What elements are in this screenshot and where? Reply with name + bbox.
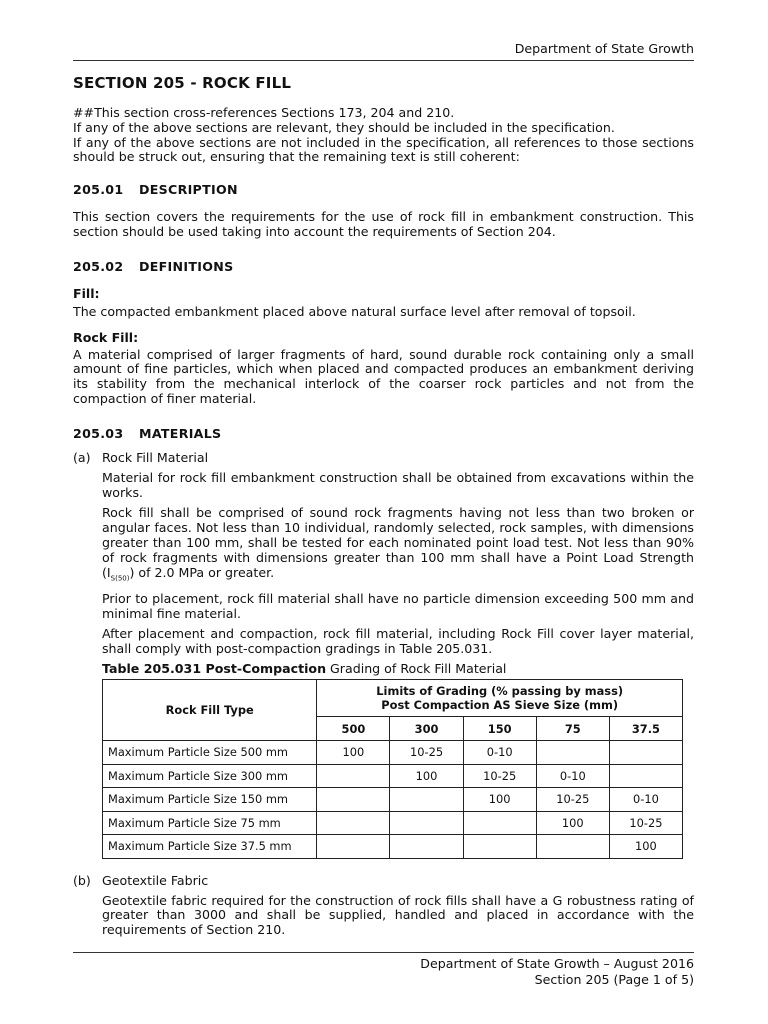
table-cell: 100	[317, 741, 390, 765]
para-text: Rock fill shall be comprised of sound rock fragments having not less than two broken or angular faces. Not less than 10 individual, randomly selected, rock samples, with dimensions greater than 100 mm, shall be tested for each nominated point load test. Not less than 90% of rock fragments with dimensions greater than 100 mm shall have a Point Load Strength (	[102, 505, 694, 580]
table-cell	[536, 835, 609, 859]
intro-line-2: If any of the above sections are relevant, they should be included in the specification.	[73, 119, 615, 135]
materials-para-1: Material for rock fill embankment construction shall be obtained from excavations within the works.	[102, 469, 694, 500]
term-rock-fill: Rock Fill:	[73, 329, 139, 345]
table-cell: 0-10	[463, 741, 536, 765]
table-cell	[317, 764, 390, 788]
table-cell: 100	[609, 835, 682, 859]
sieve-header: 75	[536, 717, 609, 741]
list-item-a	[73, 450, 694, 465]
table-cell	[317, 788, 390, 812]
table-cell: 100	[536, 811, 609, 835]
table-row	[103, 835, 683, 859]
table-cell	[609, 741, 682, 765]
list-item-a-body	[73, 471, 694, 657]
sieve-header: 500	[317, 717, 390, 741]
table-caption	[102, 661, 694, 676]
definition-fill: The compacted embankment placed above natural surface level after removal of topsoil.	[73, 303, 636, 319]
row-type: Maximum Particle Size 75 mm	[103, 811, 317, 835]
caption-rest: Grading of Rock Fill Material	[326, 661, 507, 677]
term-fill: Fill:	[73, 285, 100, 301]
intro-line-1: ##This section cross-references Sections 173, 204 and 210.	[73, 105, 455, 120]
materials-para-4: After placement and compaction, rock fill material, including Rock Fill cover layer material, shall comply with post-compaction gradings in Table 205.031.	[102, 626, 694, 657]
table-row	[103, 788, 683, 812]
heading-205-03	[73, 426, 694, 441]
list-item-b	[73, 873, 694, 888]
table-cell	[463, 835, 536, 859]
table-cell	[609, 764, 682, 788]
table-cell: 0-10	[609, 788, 682, 812]
footer-rule	[73, 952, 694, 953]
table-cell	[536, 741, 609, 765]
heading-number: 205.02	[73, 258, 124, 274]
header-rule	[73, 60, 694, 61]
symbol-is50: I	[106, 564, 111, 580]
table-cell	[463, 811, 536, 835]
table-cell	[317, 811, 390, 835]
table-cell: 100	[390, 764, 463, 788]
table-cell: 100	[463, 788, 536, 812]
para-text: ) of 2.0 MPa or greater.	[129, 564, 275, 580]
caption-bold: Table 205.031 Post-Compaction	[102, 661, 327, 677]
list-item-title: Rock Fill Material	[102, 449, 209, 465]
table-row	[103, 741, 683, 765]
table-cell: 0-10	[536, 764, 609, 788]
row-type: Maximum Particle Size 37.5 mm	[103, 835, 317, 859]
section-title: SECTION 205 - ROCK FILL	[73, 74, 292, 92]
header-org: Department of State Growth	[514, 41, 694, 56]
sieve-header: 37.5	[609, 717, 682, 741]
list-label: (b)	[73, 872, 91, 888]
heading-205-02	[73, 259, 694, 274]
column-header-type: Rock Fill Type	[103, 680, 317, 741]
table-cell: 10-25	[536, 788, 609, 812]
limits-line-1: Limits of Grading (% passing by mass)	[376, 683, 624, 698]
description-body: This section covers the requirements for the use of rock fill in embankment construction. This section should be used taking into account the requirements of Section 204.	[73, 209, 694, 239]
heading-text: MATERIALS	[139, 425, 222, 441]
heading-text: DESCRIPTION	[139, 182, 238, 198]
subscript-s50: S(50)	[110, 574, 130, 583]
table-cell	[317, 835, 390, 859]
table-row	[103, 764, 683, 788]
limits-line-2: Post Compaction AS Sieve Size (mm)	[381, 698, 619, 713]
intro-line-3: If any of the above sections are not included in the specification, all references to those sections should be struck out, ensuring that the remaining text is still coherent:	[73, 134, 694, 165]
column-header-limits	[317, 680, 683, 717]
list-label: (a)	[73, 449, 91, 465]
table-row	[103, 811, 683, 835]
heading-205-01	[73, 182, 694, 197]
list-item-b-body	[73, 894, 694, 938]
table-cell	[390, 788, 463, 812]
footer	[420, 956, 694, 987]
list-item-title: Geotextile Fabric	[102, 872, 209, 888]
definition-rock-fill: A material comprised of larger fragments of hard, sound durable rock containing only a small amount of fine particles, which when placed and compacted produces an embankment deriving its stability from the mechanical interlock of the coarser rock particles and not from the compaction of finer material.	[73, 346, 694, 406]
table-cell	[390, 835, 463, 859]
row-type: Maximum Particle Size 500 mm	[103, 741, 317, 765]
sieve-header: 150	[463, 717, 536, 741]
table-cell	[390, 811, 463, 835]
heading-number: 205.03	[73, 425, 124, 441]
sieve-header: 300	[390, 717, 463, 741]
grading-table	[102, 679, 683, 859]
footer-line-1: Department of State Growth – August 2016	[420, 956, 694, 971]
geotextile-para: Geotextile fabric required for the construction of rock fills shall have a G robustness rating of greater than 3000 and shall be supplied, handled and placed in accordance with the requirements of Section 210.	[102, 892, 694, 938]
heading-number: 205.01	[73, 182, 124, 198]
row-type: Maximum Particle Size 300 mm	[103, 764, 317, 788]
table-cell: 10-25	[463, 764, 536, 788]
table-cell: 10-25	[609, 811, 682, 835]
document-page	[73, 70, 694, 938]
heading-text: DEFINITIONS	[139, 258, 234, 274]
row-type: Maximum Particle Size 150 mm	[103, 788, 317, 812]
materials-para-3: Prior to placement, rock fill material shall have no particle dimension exceeding 500 mm and minimal fine material.	[102, 590, 694, 621]
footer-line-2: Section 205 (Page 1 of 5)	[534, 971, 694, 987]
table-cell: 10-25	[390, 741, 463, 765]
materials-para-2	[102, 506, 694, 586]
